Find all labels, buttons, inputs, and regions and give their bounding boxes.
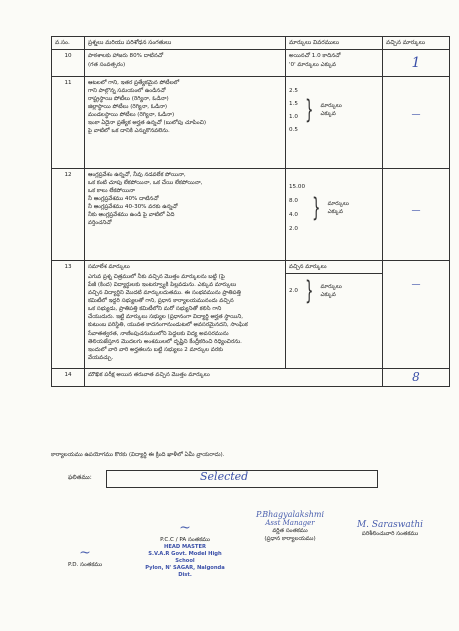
obtained-marks-cell xyxy=(383,76,450,168)
headmaster-stamp xyxy=(140,544,230,579)
question-line: పై వాటిలో ఒక దానికి ఎన్నుకొనవలెను. xyxy=(88,128,170,135)
brace-icon: } xyxy=(312,192,321,223)
signature-label: వర్ణిత సంతకము xyxy=(272,528,308,534)
signature-label: పరిశీలించువారి సంతకము xyxy=(361,531,419,537)
score-value: 2.0 xyxy=(289,287,298,294)
question-cell xyxy=(85,168,286,260)
stamp-line: S.V.A.R Govt. Model High School xyxy=(148,551,222,565)
score-label: మార్కులు xyxy=(320,283,342,290)
serial-cell: 10 xyxy=(52,50,85,76)
score-value: 2.5 xyxy=(289,87,298,94)
pcc-signature-block xyxy=(140,520,230,579)
table-row xyxy=(52,168,450,260)
serial-cell: 11 xyxy=(52,76,85,168)
score-label: ఎక్కువ xyxy=(320,291,336,298)
signature-label: P.C.C / PA సంతకము xyxy=(160,537,210,543)
score-value: 4.0 xyxy=(289,211,298,218)
question-line: తెలియజేస్తూన మొదలగు అంశములలో దృష్టిని కేంద్రీకరించి రిధ్యించిరను. xyxy=(88,338,242,345)
score-group xyxy=(289,183,379,233)
office-use-note: కార్యాలయము ఉపయోగము కొరకు (విద్యార్థి ఈ క్రింది ఖాళీలో ఏమీ వ్రాయరాదు). xyxy=(51,452,225,458)
details-line: '0' మార్కులు ఎక్కువ xyxy=(289,61,337,68)
signature-scribble: ~ xyxy=(79,545,91,561)
header-obtained-marks: వచ్చిన మార్కులు xyxy=(383,37,450,50)
question-cell xyxy=(85,76,286,168)
question-title: సమాలేశ మార్కులు xyxy=(88,263,130,270)
score-label: మార్కులు xyxy=(327,200,349,207)
obtained-marks-cell xyxy=(383,368,450,386)
score-group xyxy=(286,274,382,308)
result-label: ఫలితము: xyxy=(68,474,92,481)
table-row xyxy=(52,50,450,76)
question-line: ఒక సభ్యుడు, ప్రాతిపత్తి కమిటీలోని మరో సభ్యునితో కలిసి గాని xyxy=(88,306,222,313)
obtained-marks-value: 1 xyxy=(411,55,421,72)
table-row xyxy=(52,260,450,368)
question-line: నీ ఆంగ్లప్రవేశము 40% దాటినచో xyxy=(88,196,159,203)
brace-icon: } xyxy=(305,95,314,126)
question-line: వేయవచ్చు. xyxy=(88,354,114,361)
question-line: (గత సంవత్సరం) xyxy=(88,61,126,68)
question-line: సేవాతత్వరత, నాణింపుచనుములోని పెద్దలకు విద్య అవసరమును xyxy=(88,330,229,337)
member-signature-block xyxy=(240,510,340,543)
details-line: అయినచో 1.0 కాదినచో xyxy=(289,53,341,60)
question-line: మండలస్థాయి పోటీలు (రెగ్యినా, ఓడినా) xyxy=(88,112,175,119)
details-cell xyxy=(286,50,383,76)
score-group xyxy=(289,87,379,134)
verifier-signature-block xyxy=(345,520,435,538)
serial-cell: 13 xyxy=(52,260,85,368)
score-value: 1.0 xyxy=(289,113,298,120)
header-serial: వ.సం. xyxy=(52,37,85,50)
score-label: ఎక్కువ xyxy=(327,208,343,215)
details-cell xyxy=(286,76,383,168)
signature-designation: Asst Manager xyxy=(265,519,315,527)
serial-cell: 14 xyxy=(52,368,85,386)
brace-icon: } xyxy=(305,275,314,306)
question-line: పేజీ (కింద) విద్యార్థులకు ఇంటర్వ్యూకి పిల్లవడును. ఎక్కువ మార్కులు xyxy=(88,281,237,288)
result-value: Selected xyxy=(200,470,249,483)
question-line: ఇందులో వారి వారి అర్హతలను బట్టి సభ్యులు 2 మార్కుల వరకు xyxy=(88,346,224,353)
question-line: ఆంగ్లప్రవేశం ఉన్నచో, నీవు నడవలేక పోయినా, xyxy=(88,171,186,178)
header-mark-details: మార్కులు వివరములు xyxy=(286,37,383,50)
office-label: (ప్రధాన కార్యాలయము) xyxy=(264,536,316,542)
score-value: 15.00 xyxy=(289,183,306,190)
question-line: చేయుదురు. ఇట్టి మార్కులు సభ్యుల (ప్రధానంగా విద్యార్థి అర్హత స్థాయిని, xyxy=(88,314,244,321)
obtained-marks-value: — xyxy=(411,205,421,216)
question-line: వచ్చిన విద్యార్థిని మొదటి మార్కులదుతము. ఈ సంభవమును ప్రాతిపత్తి xyxy=(88,290,241,297)
signature-scribble: ~ xyxy=(179,520,191,536)
serial-cell: 12 xyxy=(52,168,85,260)
obtained-marks-cell xyxy=(383,260,450,368)
question-line: వర్తించనిచో xyxy=(88,220,112,227)
details-subheader: వచ్చిన మార్కులు xyxy=(286,261,382,274)
pd-signature-block xyxy=(60,545,110,569)
question-line: ఎగువ ప్రశ్న చిత్రములో నీకు వచ్చిన మొత్తం మార్కులను బట్టి (పై xyxy=(88,273,225,280)
question-line: గాని పాల్గొన్న సమయంలో ఉండినచో xyxy=(88,87,166,94)
table-header-row xyxy=(52,37,450,50)
question-line: మౌఖిక పరీక్ష అయిన తరువాత వచ్చిన మొత్తం మార్కులు xyxy=(88,371,210,378)
question-line: నీకు ఆంగ్లప్రవేశము ఉండి పై వాటిలో ఏది xyxy=(88,212,175,219)
question-line: కుటుంబ పరిస్థితి, యువత కాదనంగానుండుటలో అవసరమైనదని, సాంఘిక xyxy=(88,322,248,329)
obtained-marks-cell xyxy=(383,168,450,260)
question-line: నీ ఆంగ్లప్రవేశము 40-30% వరకు ఉన్నచో xyxy=(88,204,178,211)
score-label: ఎక్కువ xyxy=(320,111,336,118)
obtained-marks-value: — xyxy=(411,109,421,120)
question-cell xyxy=(85,50,286,76)
question-line: ఇంకా ఏదైనా ప్రత్యేక అర్హత ఉన్నచో (బులోపు చూపించి) xyxy=(88,120,207,127)
total-marks-value: 8 xyxy=(412,369,420,384)
header-questions: ప్రశ్నలు మరియు పరిశోధన సంగతులు xyxy=(85,37,286,50)
question-line: ఒక కంటి చూపు లేకపోయినా, ఒక చేయి లేకపోయినా, xyxy=(88,179,203,186)
signature-label: P.D. సంతకము xyxy=(67,562,103,568)
obtained-marks-cell xyxy=(383,50,450,76)
details-cell xyxy=(286,260,383,368)
question-line: రాష్ట్రస్థాయి పోటీలు (రెగ్యినా, ఓడినా) xyxy=(88,95,169,102)
signature-handwriting: P.Bhagyalakshmi xyxy=(255,510,325,519)
obtained-marks-value: — xyxy=(411,279,421,290)
score-label: మార్కులు xyxy=(320,103,342,110)
question-line: పాఠశాలకు హాజరు 80% దాటినచో xyxy=(88,53,164,60)
score-value: 1.5 xyxy=(289,100,298,107)
marks-table xyxy=(51,36,450,387)
question-line: కమిటీలో ఇద్దరి సభ్యులతో గాని, ప్రధాన కార్యాలయమునందు వచ్చిన xyxy=(88,298,234,305)
question-cell xyxy=(85,368,383,386)
score-value: 0.5 xyxy=(289,127,298,134)
table-row xyxy=(52,368,450,386)
signature-handwriting: M. Saraswathi xyxy=(356,520,424,530)
details-cell xyxy=(286,168,383,260)
table-row xyxy=(52,76,450,168)
stamp-line: HEAD MASTER xyxy=(163,544,206,550)
question-line: ఒక కాలు లేకపోయినా xyxy=(88,187,135,194)
question-cell xyxy=(85,260,286,368)
stamp-line: Pylon, N' SAGAR, Nalgonda Dist. xyxy=(145,565,225,579)
score-value: 2.0 xyxy=(289,226,298,233)
score-value: 8.0 xyxy=(289,197,298,204)
question-line: ఆటలలో గాని, ఇతర ప్రత్యేకమైన పోటీలలో xyxy=(88,79,180,86)
question-line: జిల్లాస్థాయి పోటీలు (రెగ్యినా, ఓడినా) xyxy=(88,104,168,111)
